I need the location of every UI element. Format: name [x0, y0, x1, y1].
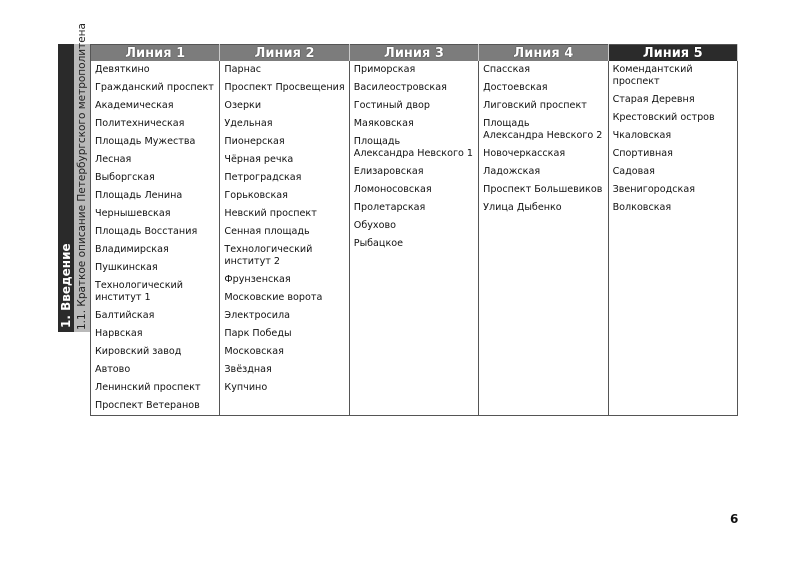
chapter-tab [58, 44, 74, 332]
station-item: Удельная [224, 118, 273, 129]
station-item: Волковская [612, 202, 672, 213]
section-title: 1.1. Краткое описание Петербургского метрополитена [76, 23, 88, 330]
station-item: Нарвская [95, 328, 143, 339]
station-item: Фрунзенская [224, 274, 291, 285]
station-item: Обухово [353, 220, 396, 231]
line-2-column [220, 61, 349, 416]
station-item: Спасская [483, 64, 531, 75]
station-item: Проспект Большевиков [483, 184, 603, 195]
line-2-header: Линия 2 [220, 45, 349, 62]
station-item: Улица Дыбенко [483, 202, 562, 213]
station-item: Старая Деревня [612, 94, 695, 105]
station-item: Московская [224, 346, 284, 357]
station-item: Невский проспект [224, 208, 317, 219]
station-item: Политехническая [95, 118, 185, 129]
station-item: Елизаровская [353, 166, 424, 177]
station-item: Петроградская [224, 172, 302, 183]
line-4-column [479, 61, 608, 416]
line-3-header: Линия 3 [349, 45, 478, 62]
station-item: Парнас [224, 64, 261, 75]
station-item: Чкаловская [612, 130, 672, 141]
line-4-header: Линия 4 [479, 45, 608, 62]
station-item: Академическая [95, 100, 174, 111]
station-item: Маяковская [353, 118, 414, 129]
station-item: Горьковская [224, 190, 288, 201]
station-item: Рыбацкое [353, 238, 404, 249]
line-5-column [608, 61, 737, 416]
station-item: Ленинский проспект [95, 382, 201, 393]
station-item: Автово [95, 364, 131, 375]
station-item: Технологический институт 2 [224, 244, 313, 267]
station-item: Площадь Ленина [95, 190, 183, 201]
station-item: Технологический институт 1 [95, 280, 183, 303]
station-item: Достоевская [483, 82, 548, 93]
station-item: Ломоносовская [353, 184, 432, 195]
side-tab [58, 23, 90, 332]
metro-lines-table [90, 44, 738, 416]
station-item: Чёрная речка [224, 154, 294, 165]
station-item: Московские ворота [224, 292, 323, 303]
chapter-title: 1. Введение [59, 243, 73, 328]
section-tab [74, 23, 90, 332]
station-item: Гостиный двор [353, 100, 430, 111]
station-item: Чернышевская [95, 208, 171, 219]
line-5-header: Линия 5 [608, 45, 737, 62]
page-number: 6 [730, 512, 739, 526]
station-item: Площадь Александра Невского 2 [483, 118, 603, 141]
station-item: Сенная площадь [224, 226, 310, 237]
station-item: Новочеркасская [483, 148, 566, 159]
station-item: Спортивная [612, 148, 673, 159]
station-item: Пролетарская [353, 202, 426, 213]
station-item: Звёздная [224, 364, 272, 375]
station-item: Озерки [224, 100, 262, 111]
station-item: Парк Победы [224, 328, 292, 339]
station-item: Выборгская [95, 172, 155, 183]
station-item: Садовая [612, 166, 655, 177]
station-item: Лесная [95, 154, 132, 165]
table-body-row [91, 61, 738, 416]
station-item: Василеостровская [353, 82, 447, 93]
station-item: Крестовский остров [612, 112, 715, 123]
station-item: Площадь Мужества [95, 136, 196, 147]
station-item: Пионерская [224, 136, 285, 147]
station-item: Комендантский проспект [612, 64, 693, 87]
station-item: Гражданский проспект [95, 82, 214, 93]
station-item: Звенигородская [612, 184, 695, 195]
station-item: Девяткино [95, 64, 150, 75]
station-item: Проспект Просвещения [224, 82, 345, 93]
station-item: Ладожская [483, 166, 541, 177]
station-item: Балтийская [95, 310, 155, 321]
line-3-column [349, 61, 478, 416]
station-item: Пушкинская [95, 262, 158, 273]
station-item: Электросила [224, 310, 290, 321]
station-item: Купчино [224, 382, 268, 393]
station-item: Площадь Александра Невского 1 [353, 136, 474, 159]
table-header-row [91, 45, 738, 62]
station-item: Кировский завод [95, 346, 182, 357]
station-item: Лиговский проспект [483, 100, 587, 111]
station-item: Приморская [353, 64, 416, 75]
station-item: Площадь Восстания [95, 226, 198, 237]
line-1-column [91, 61, 220, 416]
station-item: Проспект Ветеранов [95, 400, 200, 411]
station-item: Владимирская [95, 244, 169, 255]
line-1-header: Линия 1 [91, 45, 220, 62]
